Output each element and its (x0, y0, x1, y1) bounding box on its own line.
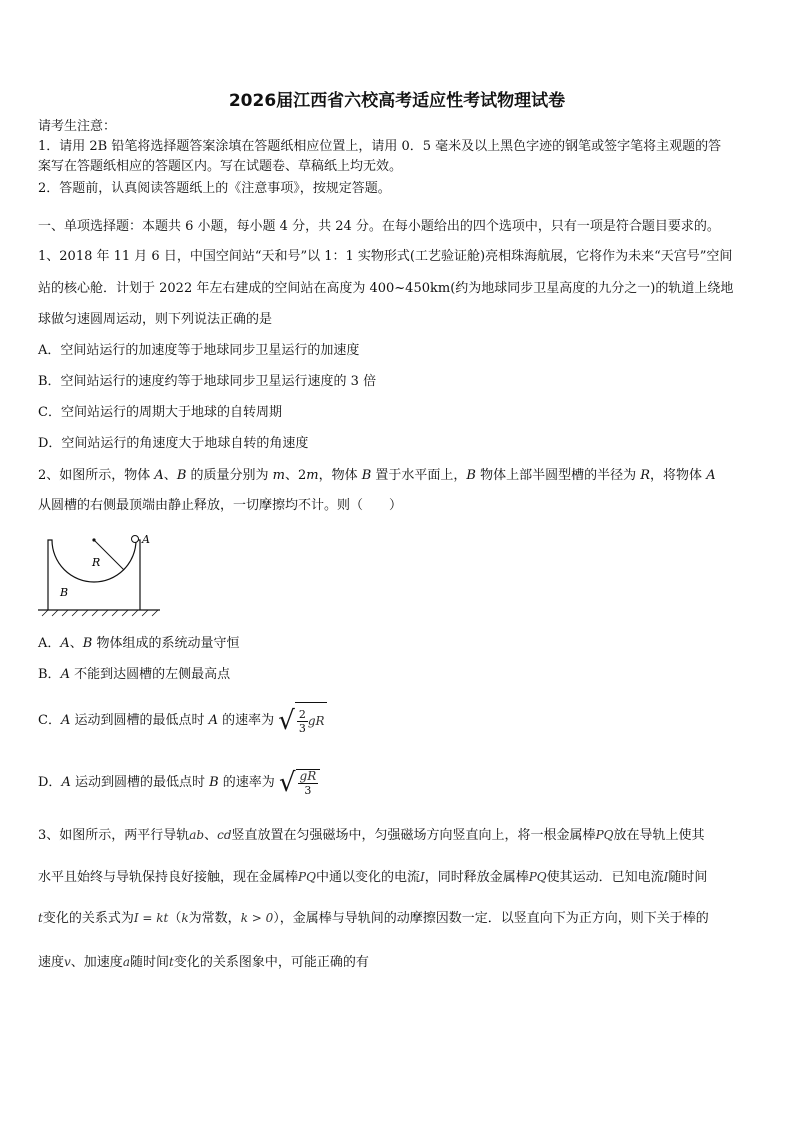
q1-stem-line-2: 站的核心舱．计划于 2022 年左右建成的空间站在高度为 400~450km(约为地球同步卫星高度的九分之一)的轨道上绕地 (38, 281, 734, 296)
notice-item-1-line-1: 1．请用 2B 铅笔将选择题答案涂填在答题纸相应位置上，请用 0．5 毫米及以上黑色字迹的钢笔或签字笔将主观题的答 (38, 139, 722, 154)
q3-stem-line-3: t变化的关系式为I = kt（k为常数，k > 0），金属棒与导轨间的动摩擦因数一定．以竖直向下为正方向，则下关于棒的 (38, 911, 709, 926)
label-a: A (142, 533, 150, 546)
q2-option-b: B．A 不能到达圆槽的左侧最高点 (38, 667, 231, 682)
q1-option-a: A．空间站运行的加速度等于地球同步卫星运行的加速度 (38, 343, 360, 358)
q3-stem-line-1: 3、如图所示，两平行导轨ab、cd竖直放置在匀强磁场中，匀强磁场方向竖直向上，将一根金属棒PQ放在导轨上使其 (38, 828, 705, 843)
q1-stem-line-1: 1、2018 年 11 月 6 日，中国空间站“天和号”以 1：1 实物形式(工艺验证舱)亮相珠海航展，它将作为未来“天宫号”空间 (38, 249, 733, 264)
q1-option-b: B．空间站运行的速度约等于地球同步卫星运行速度的 3 倍 (38, 374, 377, 389)
center-dot (92, 538, 95, 541)
ball-a (132, 536, 139, 543)
q2-stem-line-1: 2、如图所示，物体 A、B 的质量分别为 m、2m，物体 B 置于水平面上，B 物体上部半圆型槽的半径为 R，将物体 A (38, 468, 716, 483)
page-title: 2026届江西省六校高考适应性考试物理试卷 (228, 91, 566, 111)
q3-stem-line-4: 速度v、加速度a随时间t变化的关系图象中，可能正确的有 (38, 955, 369, 970)
q2-stem-line-2: 从圆槽的右侧最顶端由静止释放，一切摩擦均不计。则（ ） (38, 498, 403, 513)
ground-hatch (38, 610, 160, 616)
notice-heading: 请考生注意： (38, 119, 117, 134)
q2-option-a: A．A、B 物体组成的系统动量守恒 (38, 636, 240, 651)
block-b-with-groove (48, 540, 140, 610)
notice-item-1-line-2: 案写在答题纸相应的答题区内。写在试题卷、草稿纸上均无效。 (38, 159, 403, 174)
section-heading: 一、单项选择题：本题共 6 小题，每小题 4 分，共 24 分。在每小题给出的四个选项中，只有一项是符合题目要求的。 (38, 219, 720, 234)
label-b: B (60, 586, 69, 599)
notice-item-2: 2．答题前，认真阅读答题纸上的《注意事项》，按规定答题。 (38, 181, 391, 196)
q1-option-c: C．空间站运行的周期大于地球的自转周期 (38, 405, 282, 420)
q1-stem-line-3: 球做匀速圆周运动，则下列说法正确的是 (38, 312, 273, 327)
sqrt-formula-c: √ $\frac{2}{3}$ gR (278, 702, 326, 739)
q2-option-c: C．A 运动到圆槽的最低点时 A 的速率为 √ $\frac{2}{3}$ gR (38, 702, 758, 739)
q2-option-d: D．A 运动到圆槽的最低点时 B 的速率为 √ $\frac{gR}{3}$ (38, 765, 758, 801)
label-r: R (92, 556, 101, 569)
q2-figure (36, 530, 166, 622)
q1-option-d: D．空间站运行的角速度大于地球自转的角速度 (38, 436, 309, 451)
q3-stem-line-2: 水平且始终与导轨保持良好接触，现在金属棒PQ中通以变化的电流I，同时释放金属棒PQ使其运动．已知电流I随时间 (38, 870, 708, 885)
sqrt-formula-d: √ $\frac{gR}{3}$ (279, 769, 320, 797)
